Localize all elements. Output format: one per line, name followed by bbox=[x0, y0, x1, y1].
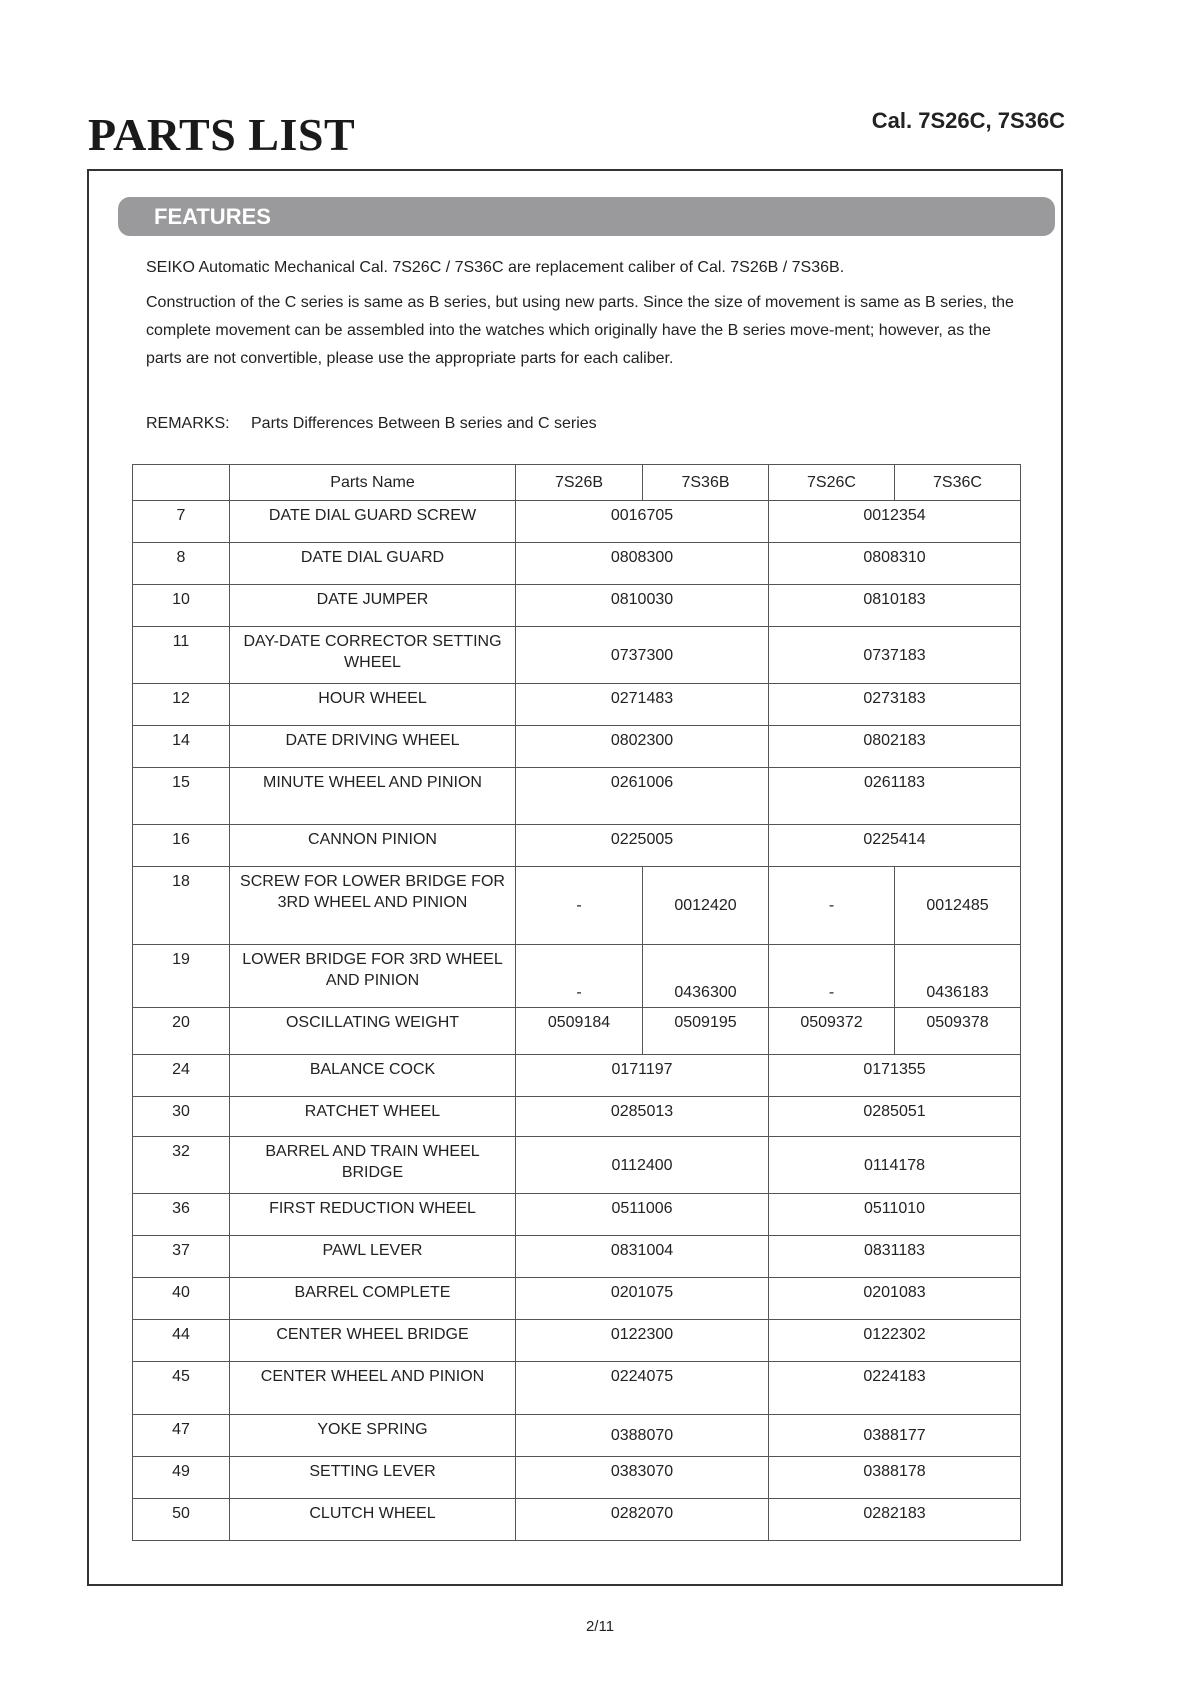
table-row bbox=[133, 1499, 1021, 1541]
7s36c-code-cell: 0436183 bbox=[895, 945, 1021, 1008]
b-series-code-cell: 0282070 bbox=[516, 1499, 769, 1541]
c-series-code-cell: 0224183 bbox=[769, 1362, 1021, 1415]
part-number-cell: 30 bbox=[133, 1097, 230, 1137]
remarks-text: Parts Differences Between B series and C series bbox=[251, 415, 597, 432]
parts-table-body bbox=[133, 465, 1021, 1541]
part-name-cell: SETTING LEVER bbox=[230, 1457, 516, 1499]
table-row bbox=[133, 1137, 1021, 1194]
table-row bbox=[133, 684, 1021, 726]
c-series-code-cell: 0122302 bbox=[769, 1320, 1021, 1362]
part-name-cell: DATE DIAL GUARD SCREW bbox=[230, 501, 516, 543]
part-number-cell: 44 bbox=[133, 1320, 230, 1362]
c-series-code-cell: 0273183 bbox=[769, 684, 1021, 726]
header-no bbox=[133, 465, 230, 501]
part-number-cell: 36 bbox=[133, 1194, 230, 1236]
features-paragraph-1: SEIKO Automatic Mechanical Cal. 7S26C / 7S36C are replacement caliber of Cal. 7S26B / 7S36B. bbox=[146, 259, 845, 276]
part-name-cell: CLUTCH WHEEL bbox=[230, 1499, 516, 1541]
7s26b-code-cell: 0509184 bbox=[516, 1008, 643, 1055]
c-series-code-cell: 0802183 bbox=[769, 726, 1021, 768]
part-number-cell: 11 bbox=[133, 627, 230, 684]
part-name-cell: DATE DIAL GUARD bbox=[230, 543, 516, 585]
part-name-cell: RATCHET WHEEL bbox=[230, 1097, 516, 1137]
page-title: PARTS LIST bbox=[88, 109, 356, 160]
part-number-cell: 10 bbox=[133, 585, 230, 627]
c-series-code-cell: 0511010 bbox=[769, 1194, 1021, 1236]
part-number-cell: 32 bbox=[133, 1137, 230, 1194]
table-row bbox=[133, 825, 1021, 867]
remarks-label: REMARKS: bbox=[146, 415, 230, 432]
table-row bbox=[133, 627, 1021, 684]
c-series-code-cell: 0737183 bbox=[769, 627, 1021, 684]
part-name-cell: CANNON PINION bbox=[230, 825, 516, 867]
c-series-code-cell: 0114178 bbox=[769, 1137, 1021, 1194]
part-number-cell: 49 bbox=[133, 1457, 230, 1499]
part-number-cell: 12 bbox=[133, 684, 230, 726]
table-row bbox=[133, 867, 1021, 945]
parts-table bbox=[132, 464, 1021, 1541]
b-series-code-cell: 0225005 bbox=[516, 825, 769, 867]
c-series-code-cell: 0388178 bbox=[769, 1457, 1021, 1499]
part-number-cell: 15 bbox=[133, 768, 230, 825]
table-row bbox=[133, 1236, 1021, 1278]
part-name-cell: MINUTE WHEEL AND PINION bbox=[230, 768, 516, 825]
c-series-code-cell: 0261183 bbox=[769, 768, 1021, 825]
7s36c-code-cell: 0509378 bbox=[895, 1008, 1021, 1055]
part-number-cell: 14 bbox=[133, 726, 230, 768]
c-series-code-cell: 0388177 bbox=[769, 1415, 1021, 1457]
table-row bbox=[133, 768, 1021, 825]
part-number-cell: 45 bbox=[133, 1362, 230, 1415]
b-series-code-cell: 0112400 bbox=[516, 1137, 769, 1194]
c-series-code-cell: 0808310 bbox=[769, 543, 1021, 585]
table-row bbox=[133, 543, 1021, 585]
part-name-cell: CENTER WHEEL AND PINION bbox=[230, 1362, 516, 1415]
table-row bbox=[133, 1097, 1021, 1137]
part-name-cell: LOWER BRIDGE FOR 3RD WHEEL AND PINION bbox=[230, 945, 516, 1008]
table-header-row bbox=[133, 465, 1021, 501]
part-number-cell: 20 bbox=[133, 1008, 230, 1055]
part-name-cell: DATE JUMPER bbox=[230, 585, 516, 627]
part-name-cell: DAY-DATE CORRECTOR SETTING WHEEL bbox=[230, 627, 516, 684]
c-series-code-cell: 0012354 bbox=[769, 501, 1021, 543]
b-series-code-cell: 0271483 bbox=[516, 684, 769, 726]
c-series-code-cell: 0810183 bbox=[769, 585, 1021, 627]
table-row bbox=[133, 501, 1021, 543]
table-row bbox=[133, 1457, 1021, 1499]
7s26c-code-cell: - bbox=[769, 945, 895, 1008]
b-series-code-cell: 0831004 bbox=[516, 1236, 769, 1278]
part-number-cell: 47 bbox=[133, 1415, 230, 1457]
features-heading: FEATURES bbox=[118, 197, 1055, 236]
part-name-cell: OSCILLATING WEIGHT bbox=[230, 1008, 516, 1055]
b-series-code-cell: 0201075 bbox=[516, 1278, 769, 1320]
table-row bbox=[133, 1055, 1021, 1097]
b-series-code-cell: 0285013 bbox=[516, 1097, 769, 1137]
7s36b-code-cell: 0436300 bbox=[643, 945, 769, 1008]
part-name-cell: DATE DRIVING WHEEL bbox=[230, 726, 516, 768]
c-series-code-cell: 0285051 bbox=[769, 1097, 1021, 1137]
7s26c-code-cell: - bbox=[769, 867, 895, 945]
remarks-line bbox=[146, 415, 597, 433]
7s36c-code-cell: 0012485 bbox=[895, 867, 1021, 945]
c-series-code-cell: 0171355 bbox=[769, 1055, 1021, 1097]
table-row bbox=[133, 1008, 1021, 1055]
part-name-cell: CENTER WHEEL BRIDGE bbox=[230, 1320, 516, 1362]
table-row bbox=[133, 1194, 1021, 1236]
c-series-code-cell: 0201083 bbox=[769, 1278, 1021, 1320]
part-number-cell: 37 bbox=[133, 1236, 230, 1278]
b-series-code-cell: 0802300 bbox=[516, 726, 769, 768]
part-name-cell: BARREL AND TRAIN WHEEL BRIDGE bbox=[230, 1137, 516, 1194]
header-7s36c: 7S36C bbox=[895, 465, 1021, 501]
b-series-code-cell: 0511006 bbox=[516, 1194, 769, 1236]
7s26b-code-cell: - bbox=[516, 945, 643, 1008]
b-series-code-cell: 0016705 bbox=[516, 501, 769, 543]
part-name-cell: PAWL LEVER bbox=[230, 1236, 516, 1278]
table-row bbox=[133, 726, 1021, 768]
part-number-cell: 24 bbox=[133, 1055, 230, 1097]
part-number-cell: 16 bbox=[133, 825, 230, 867]
7s36b-code-cell: 0012420 bbox=[643, 867, 769, 945]
b-series-code-cell: 0737300 bbox=[516, 627, 769, 684]
part-name-cell: SCREW FOR LOWER BRIDGE FOR 3RD WHEEL AND PINION bbox=[230, 867, 516, 945]
table-row bbox=[133, 1278, 1021, 1320]
b-series-code-cell: 0808300 bbox=[516, 543, 769, 585]
b-series-code-cell: 0122300 bbox=[516, 1320, 769, 1362]
features-paragraph-2: Construction of the C series is same as B series, but using new parts. Since the size of movement is same as B series, the complete movement can be assembled into the watches which originally have the B series move-ment; however, as the parts are not convertible, please use the appropriate parts for each caliber. bbox=[146, 294, 1014, 367]
b-series-code-cell: 0810030 bbox=[516, 585, 769, 627]
header-7s26c: 7S26C bbox=[769, 465, 895, 501]
b-series-code-cell: 0224075 bbox=[516, 1362, 769, 1415]
part-name-cell: YOKE SPRING bbox=[230, 1415, 516, 1457]
part-name-cell: BALANCE COCK bbox=[230, 1055, 516, 1097]
part-name-cell: BARREL COMPLETE bbox=[230, 1278, 516, 1320]
c-series-code-cell: 0225414 bbox=[769, 825, 1021, 867]
table-row bbox=[133, 585, 1021, 627]
b-series-code-cell: 0171197 bbox=[516, 1055, 769, 1097]
b-series-code-cell: 0383070 bbox=[516, 1457, 769, 1499]
part-number-cell: 19 bbox=[133, 945, 230, 1008]
part-number-cell: 7 bbox=[133, 501, 230, 543]
table-row bbox=[133, 1320, 1021, 1362]
part-number-cell: 50 bbox=[133, 1499, 230, 1541]
part-number-cell: 40 bbox=[133, 1278, 230, 1320]
table-row bbox=[133, 1415, 1021, 1457]
header-parts-name: Parts Name bbox=[230, 465, 516, 501]
7s26c-code-cell: 0509372 bbox=[769, 1008, 895, 1055]
part-name-cell: HOUR WHEEL bbox=[230, 684, 516, 726]
7s36b-code-cell: 0509195 bbox=[643, 1008, 769, 1055]
part-number-cell: 8 bbox=[133, 543, 230, 585]
table-row bbox=[133, 945, 1021, 1008]
b-series-code-cell: 0261006 bbox=[516, 768, 769, 825]
caliber-label: Cal. 7S26C, 7S36C bbox=[871, 108, 1065, 133]
c-series-code-cell: 0282183 bbox=[769, 1499, 1021, 1541]
part-name-cell: FIRST REDUCTION WHEEL bbox=[230, 1194, 516, 1236]
table-row bbox=[133, 1362, 1021, 1415]
c-series-code-cell: 0831183 bbox=[769, 1236, 1021, 1278]
part-number-cell: 18 bbox=[133, 867, 230, 945]
header-7s26b: 7S26B bbox=[516, 465, 643, 501]
page-number: 2/11 bbox=[585, 1618, 615, 1635]
header-7s36b: 7S36B bbox=[643, 465, 769, 501]
7s26b-code-cell: - bbox=[516, 867, 643, 945]
b-series-code-cell: 0388070 bbox=[516, 1415, 769, 1457]
